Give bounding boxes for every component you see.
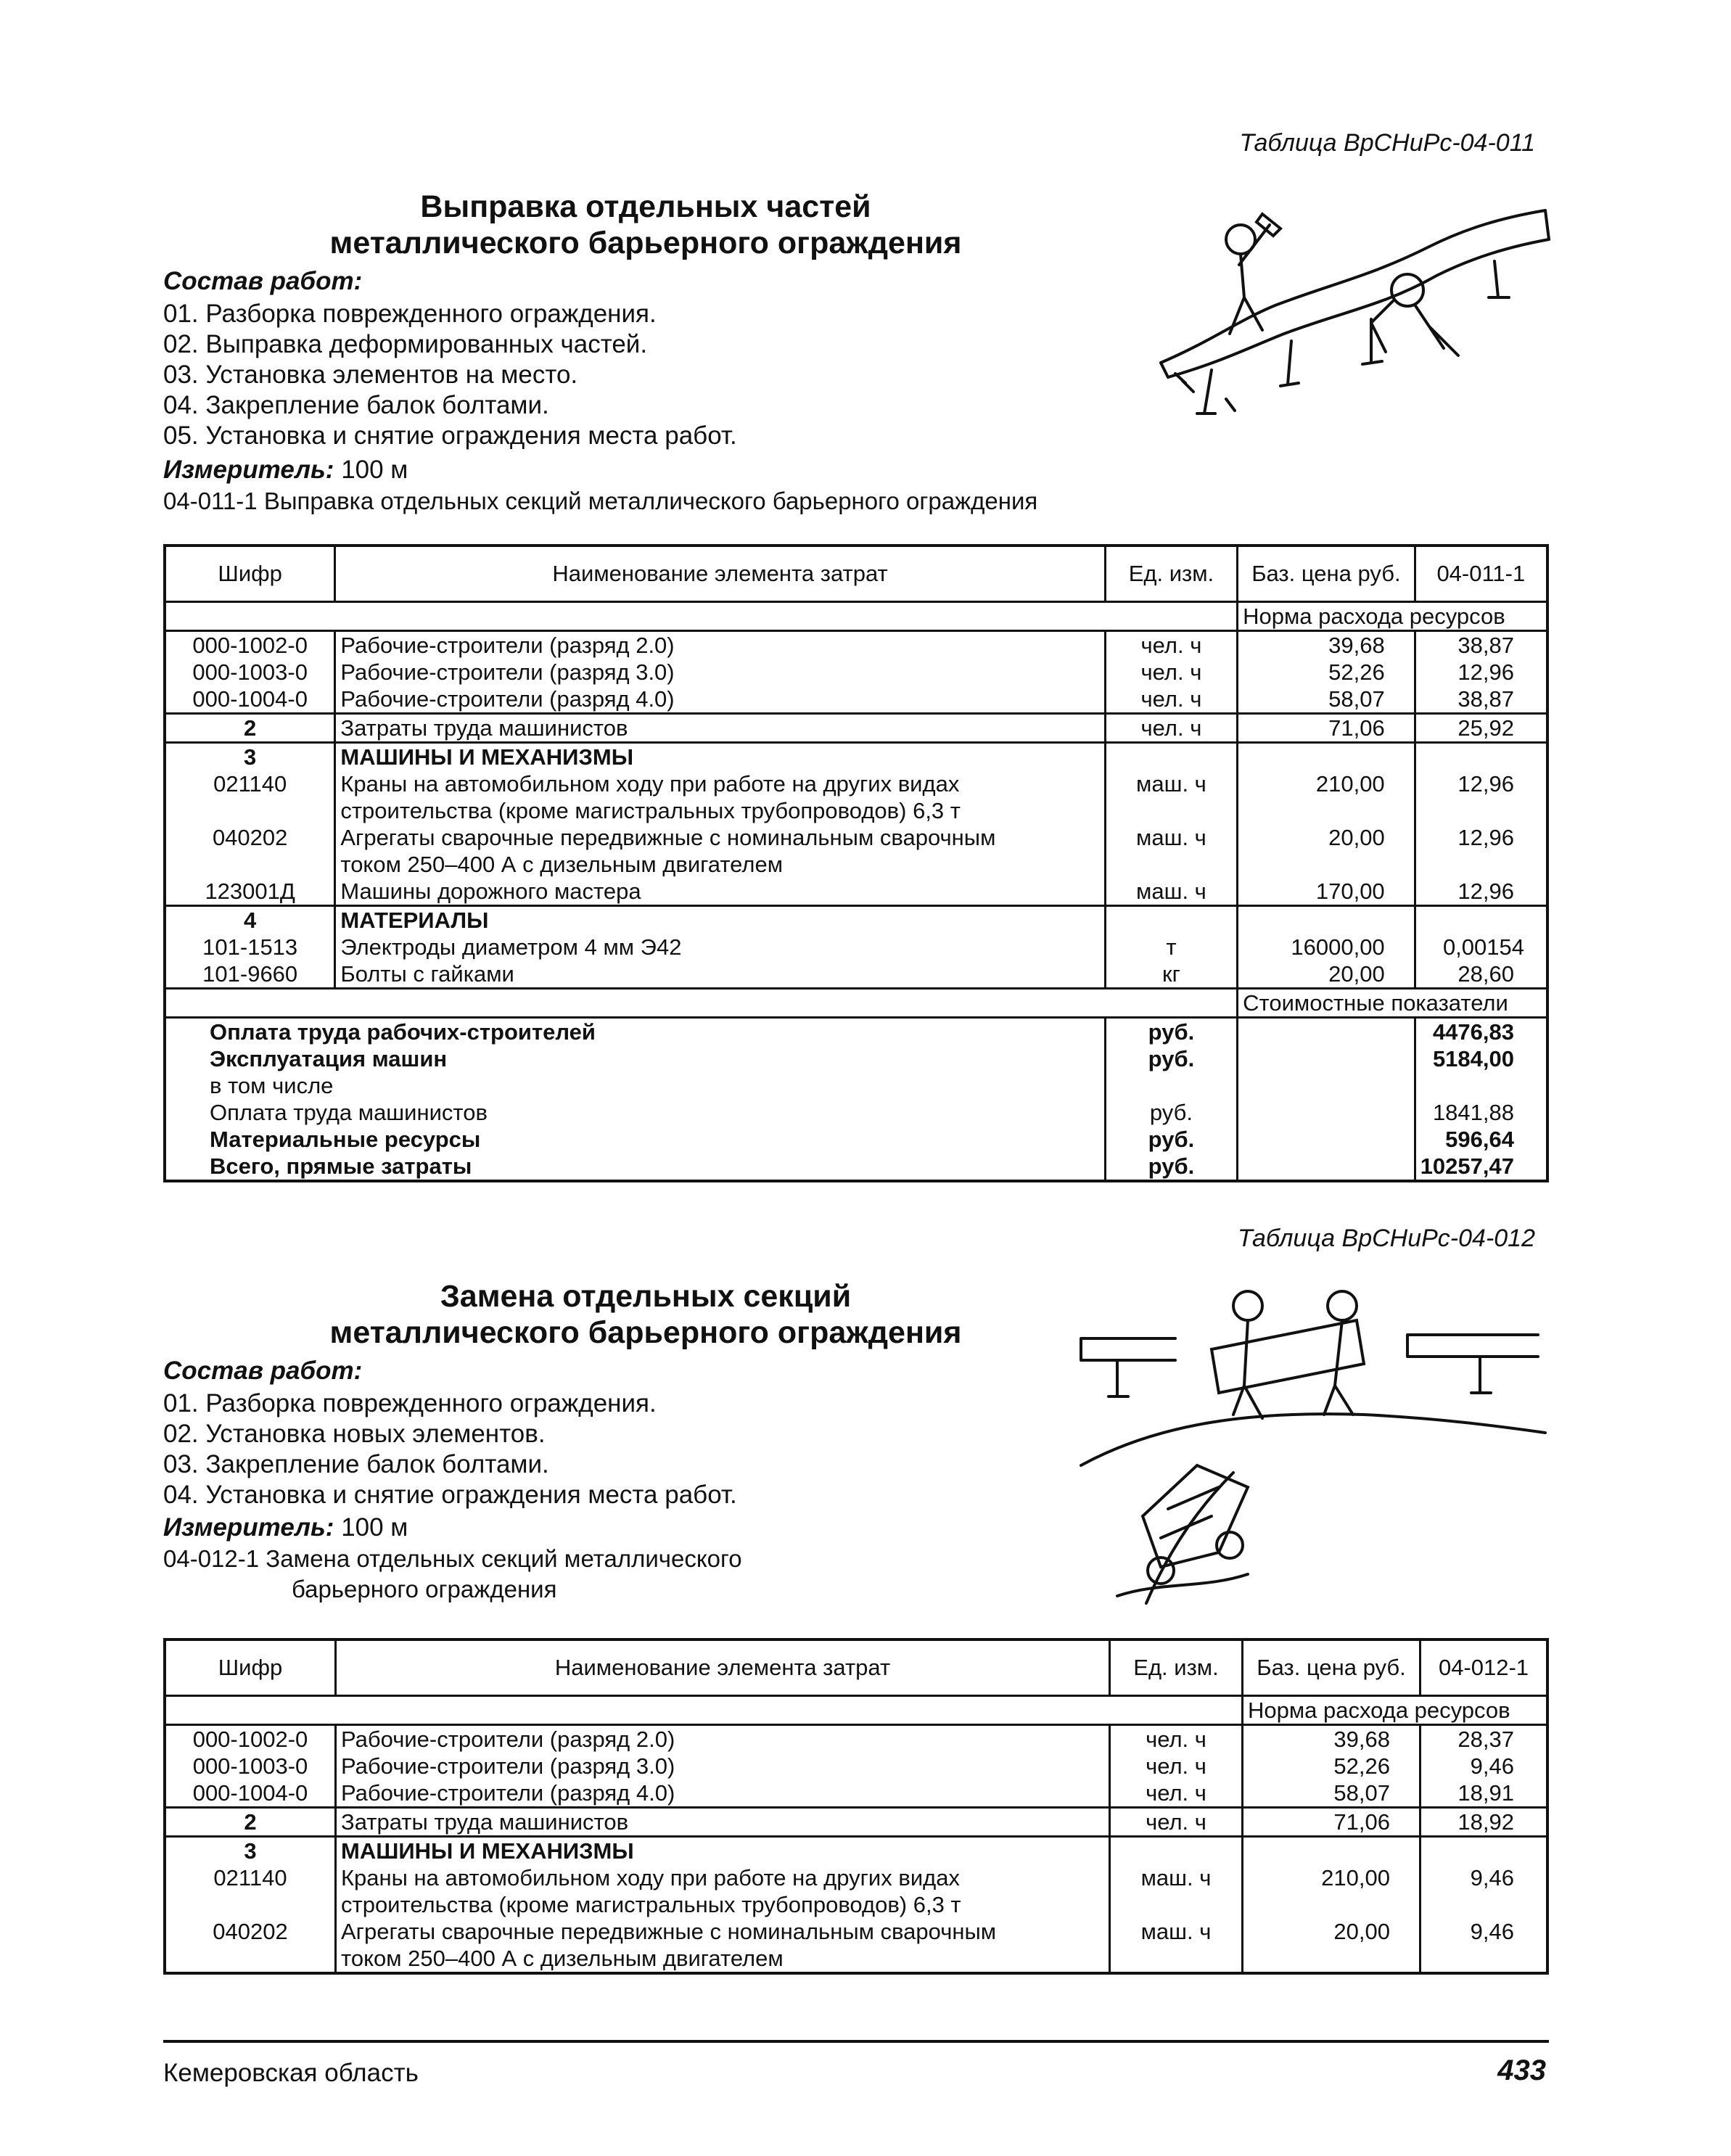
- cell-value: 38,87: [1457, 633, 1514, 658]
- group-code: 4: [165, 906, 335, 934]
- cell-unit: маш. ч: [1105, 824, 1237, 878]
- norm-band-row: [165, 602, 1547, 631]
- code-line-1: 04-012-1 Замена отдельных секций металлического: [163, 1545, 742, 1572]
- summary-value: 596,64: [1445, 1127, 1514, 1152]
- norm-band-label: Норма расхода ресурсов: [1243, 1696, 1548, 1725]
- cell-unit: чел. ч: [1110, 1808, 1243, 1837]
- title-line-1: Замена отдельных секций: [440, 1279, 852, 1314]
- work-item: 01. Разборка поврежденного ограждения.: [163, 300, 657, 328]
- cell-name: Рабочие-строители (разряд 4.0): [335, 686, 1105, 714]
- table-name-1: Таблица ВрСНиРс-04-011: [1239, 129, 1535, 157]
- measure-line-1: [163, 456, 408, 485]
- cell-code: 123001Д: [165, 878, 335, 906]
- cell-name: Рабочие-строители (разряд 3.0): [335, 659, 1105, 686]
- summary-name: в том числе: [165, 1072, 1105, 1099]
- cell-value: 12,96: [1457, 771, 1514, 797]
- group-name: МАШИНЫ И МЕХАНИЗМЫ: [336, 1837, 1110, 1865]
- header-unit: Ед. изм.: [1110, 1639, 1243, 1696]
- title-line-1: Выправка отдельных частей: [420, 189, 871, 224]
- cell-unit: чел. ч: [1105, 631, 1237, 659]
- work-item: 04. Закрепление балок болтами.: [163, 391, 549, 419]
- group-row: [165, 906, 1547, 934]
- cell-code: 000-1003-0: [165, 659, 335, 686]
- cell-price: 71,06: [1238, 714, 1415, 743]
- work-composition-label-2: Состав работ:: [163, 1357, 363, 1385]
- group-name: МАТЕРИАЛЫ: [335, 906, 1105, 934]
- summary-unit: руб.: [1105, 1018, 1237, 1046]
- name-line: строительства (кроме магистральных трубопроводов) 6,3 т: [341, 1892, 961, 1917]
- cell-unit: т: [1105, 934, 1237, 960]
- cell-value: 18,92: [1420, 1808, 1548, 1837]
- summary-unit: руб.: [1105, 1126, 1237, 1153]
- cell-price: 170,00: [1238, 878, 1415, 906]
- cell-unit: маш. ч: [1105, 878, 1237, 906]
- cell-value: 18,91: [1457, 1780, 1514, 1806]
- cell-unit: чел. ч: [1105, 686, 1237, 714]
- table-row: [165, 770, 1547, 824]
- cell-code: 040202: [165, 1918, 336, 1973]
- summary-unit: руб.: [1105, 1099, 1237, 1126]
- summary-unit: руб.: [1105, 1045, 1237, 1072]
- cell-name: Рабочие-строители (разряд 4.0): [336, 1779, 1110, 1808]
- cell-code: 2: [165, 1808, 336, 1837]
- cell-name: Рабочие-строители (разряд 2.0): [336, 1725, 1110, 1753]
- header-name: Наименование элемента затрат: [335, 546, 1105, 602]
- cell-code: 101-1513: [165, 934, 335, 960]
- summary-value: 10257,47: [1420, 1153, 1514, 1179]
- work-item: 03. Закрепление балок болтами.: [163, 1450, 549, 1478]
- cell-code: 101-9660: [165, 960, 335, 989]
- cell-unit: чел. ч: [1110, 1725, 1243, 1753]
- summary-name: Материальные ресурсы: [165, 1126, 1105, 1153]
- cell-price: 58,07: [1238, 686, 1415, 714]
- footer-region: Кемеровская область: [163, 2059, 419, 2087]
- footer-rule: [163, 2040, 1549, 2043]
- work-item: 03. Установка элементов на место.: [163, 361, 578, 389]
- table-header-row: [165, 1639, 1547, 1696]
- summary-name: Эксплуатация машин: [165, 1045, 1105, 1072]
- measure-label: Измеритель:: [163, 456, 334, 484]
- measure-line-2: [163, 1513, 408, 1542]
- cell-value: 12,96: [1457, 825, 1514, 850]
- cost-band-label: Стоимостные показатели: [1238, 989, 1547, 1018]
- estimate-table-1: [163, 544, 1549, 1182]
- worker-illustration-1: [1154, 196, 1560, 435]
- name-line: Краны на автомобильном ходу при работе на других видах: [340, 771, 960, 797]
- name-line: строительства (кроме магистральных трубопроводов) 6,3 т: [340, 798, 961, 823]
- work-item: 02. Выправка деформированных частей.: [163, 330, 648, 358]
- cell-unit: чел. ч: [1110, 1779, 1243, 1808]
- worker-illustration-2: [1074, 1277, 1553, 1610]
- cell-name: Машины дорожного мастера: [335, 878, 1105, 906]
- table-row: [165, 960, 1547, 989]
- name-line: Краны на автомобильном ходу при работе на других видах: [341, 1865, 960, 1890]
- header-code: Шифр: [165, 546, 335, 602]
- cell-unit: чел. ч: [1105, 659, 1237, 686]
- table-row: [165, 631, 1547, 659]
- cell-price: 52,26: [1243, 1753, 1420, 1779]
- name-line: током 250–400 А с дизельным двигателем: [341, 1946, 784, 1971]
- cell-price: 210,00: [1243, 1864, 1420, 1918]
- group-code: 3: [165, 1837, 336, 1865]
- cell-code: 000-1004-0: [165, 1779, 336, 1808]
- title-line-2: металлического барьерного ограждения: [329, 226, 962, 260]
- table-row: [165, 1725, 1547, 1753]
- cell-name: Рабочие-строители (разряд 3.0): [336, 1753, 1110, 1779]
- header-norm-code: 04-011-1: [1415, 546, 1547, 602]
- norm-band-row: [165, 1696, 1547, 1725]
- cell-price: 58,07: [1243, 1779, 1420, 1808]
- name-line: током 250–400 А с дизельным двигателем: [340, 852, 784, 877]
- cell-value: 9,46: [1470, 1865, 1514, 1890]
- summary-name: Всего, прямые затраты: [165, 1153, 1105, 1181]
- table-row: [165, 1753, 1547, 1779]
- cell-price: 16000,00: [1238, 934, 1415, 960]
- cell-price: 20,00: [1238, 824, 1415, 878]
- cell-value: 38,87: [1457, 686, 1514, 712]
- cell-unit: маш. ч: [1110, 1918, 1243, 1973]
- name-line: Агрегаты сварочные передвижные с номинальным сварочным: [341, 1919, 997, 1944]
- table-row: [165, 659, 1547, 686]
- section-title-1: [210, 189, 1081, 261]
- measure-label: Измеритель:: [163, 1513, 334, 1542]
- cell-unit: маш. ч: [1105, 770, 1237, 824]
- table-row: [165, 878, 1547, 906]
- table-row: [165, 824, 1547, 878]
- summary-name: Оплата труда рабочих-строителей: [165, 1018, 1105, 1046]
- table-header-row: [165, 546, 1547, 602]
- header-price: Баз. цена руб.: [1238, 546, 1415, 602]
- summary-value: 4476,83: [1432, 1019, 1514, 1045]
- header-price: Баз. цена руб.: [1243, 1639, 1420, 1696]
- work-item: 01. Разборка поврежденного ограждения.: [163, 1389, 657, 1418]
- cell-value: 28,60: [1457, 961, 1514, 987]
- norm-code-line-2: [163, 1544, 742, 1605]
- table-row: [165, 1808, 1547, 1837]
- norm-code-line-1: 04-011-1 Выправка отдельных секций металлического барьерного ограждения: [163, 487, 1038, 514]
- cell-code: 000-1002-0: [165, 1725, 336, 1753]
- table-row: [165, 686, 1547, 714]
- cell-name: [336, 1864, 1110, 1918]
- cell-unit: кг: [1105, 960, 1237, 989]
- cell-unit: чел. ч: [1110, 1753, 1243, 1779]
- cell-name: [336, 1918, 1110, 1973]
- summary-name: Оплата труда машинистов: [165, 1099, 1105, 1126]
- cell-code: 021140: [165, 770, 335, 824]
- cell-value: 12,96: [1457, 659, 1514, 685]
- measure-value: 100 м: [341, 456, 408, 484]
- group-name: МАШИНЫ И МЕХАНИЗМЫ: [335, 743, 1105, 771]
- cell-unit: маш. ч: [1110, 1864, 1243, 1918]
- cell-code: 2: [165, 714, 335, 743]
- work-list-1: [163, 299, 737, 451]
- norm-band-label: Норма расхода ресурсов: [1238, 602, 1547, 631]
- table-row: [165, 934, 1547, 960]
- measure-value: 100 м: [341, 1513, 408, 1542]
- group-row: [165, 743, 1547, 771]
- section-title-2: [210, 1278, 1081, 1351]
- header-name: Наименование элемента затрат: [336, 1639, 1110, 1696]
- cell-unit: чел. ч: [1105, 714, 1237, 743]
- summary-row: [165, 1153, 1547, 1181]
- cell-price: 20,00: [1238, 960, 1415, 989]
- cell-name: [335, 824, 1105, 878]
- title-line-2: металлического барьерного ограждения: [329, 1315, 962, 1350]
- cell-price: 71,06: [1243, 1808, 1420, 1837]
- cell-price: 39,68: [1238, 631, 1415, 659]
- page-number: 433: [1497, 2054, 1546, 2086]
- cell-value: 0,00154: [1442, 934, 1524, 960]
- work-item: 04. Установка и снятие ограждения места работ.: [163, 1481, 737, 1509]
- summary-row: [165, 1045, 1547, 1072]
- table-row: [165, 1864, 1547, 1918]
- cell-name: Рабочие-строители (разряд 2.0): [335, 631, 1105, 659]
- cell-code: 040202: [165, 824, 335, 878]
- cost-band-row: [165, 989, 1547, 1018]
- summary-row: [165, 1126, 1547, 1153]
- header-norm-code: 04-012-1: [1420, 1639, 1548, 1696]
- group-row: [165, 1837, 1547, 1865]
- summary-unit: руб.: [1105, 1153, 1237, 1181]
- cell-value: 28,37: [1457, 1727, 1514, 1752]
- cell-code: 021140: [165, 1864, 336, 1918]
- summary-value: 5184,00: [1432, 1046, 1514, 1071]
- cell-price: 20,00: [1243, 1918, 1420, 1973]
- code-line-2: барьерного ограждения: [292, 1576, 557, 1602]
- table-row: [165, 1779, 1547, 1808]
- cell-value: 9,46: [1470, 1753, 1514, 1779]
- cell-value: 25,92: [1415, 714, 1547, 743]
- header-unit: Ед. изм.: [1105, 546, 1237, 602]
- cell-value: 12,96: [1457, 879, 1514, 904]
- summary-row: [165, 1099, 1547, 1126]
- name-line: Агрегаты сварочные передвижные с номинальным сварочным: [340, 825, 996, 850]
- cell-price: 52,26: [1238, 659, 1415, 686]
- group-code: 3: [165, 743, 335, 771]
- cell-price: 39,68: [1243, 1725, 1420, 1753]
- table-row: [165, 1918, 1547, 1973]
- work-list-2: [163, 1388, 737, 1510]
- cell-name: Электроды диаметром 4 мм Э42: [335, 934, 1105, 960]
- cell-name: Затраты труда машинистов: [336, 1808, 1110, 1837]
- summary-row: [165, 1072, 1547, 1099]
- cell-code: 000-1002-0: [165, 631, 335, 659]
- summary-row: [165, 1018, 1547, 1046]
- cell-code: 000-1003-0: [165, 1753, 336, 1779]
- table-name-2: Таблица ВрСНиРс-04-012: [1237, 1225, 1535, 1252]
- work-item: 02. Установка новых элементов.: [163, 1420, 546, 1448]
- work-composition-label-1: Состав работ:: [163, 267, 363, 295]
- estimate-table-2: [163, 1638, 1549, 1975]
- cell-price: 210,00: [1238, 770, 1415, 824]
- header-code: Шифр: [165, 1639, 336, 1696]
- cell-name: Болты с гайками: [335, 960, 1105, 989]
- cell-code: 000-1004-0: [165, 686, 335, 714]
- work-item: 05. Установка и снятие ограждения места работ.: [163, 421, 737, 450]
- cell-name: [335, 770, 1105, 824]
- cell-value: 9,46: [1470, 1919, 1514, 1944]
- table-row: [165, 714, 1547, 743]
- summary-value: 1841,88: [1432, 1100, 1514, 1125]
- cell-name: Затраты труда машинистов: [335, 714, 1105, 743]
